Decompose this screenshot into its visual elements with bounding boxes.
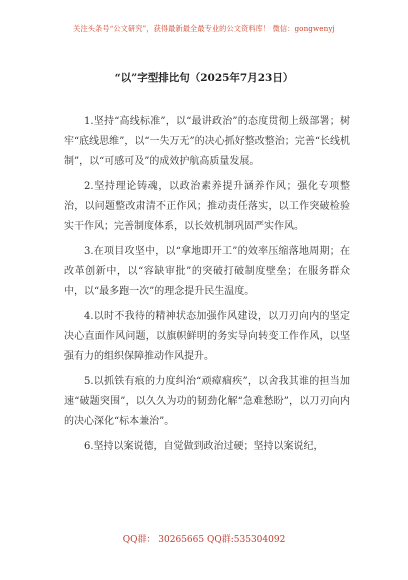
paragraph-5: 5.以抓铁有痕的力度纠治“顽瘴痼疾”，以舍我其谁的担当加速“破题突围”，以久久为功的韧劲化解“急难愁盼”，以刀刃向内的决心深化“标本兼治”。 — [64, 376, 350, 427]
header-promo-note: 关注头条号“公文研究”，获得最新最全最专业的公文资料库！ 微信：gongwenyj — [73, 24, 335, 33]
page-title: “以”字型排比句（2025年7月23日） — [114, 72, 294, 84]
paragraph-6: 6.坚持以案说德，自觉做到政治过硬；坚持以案说纪， — [84, 441, 324, 452]
footer-qq-groups: QQ群： 30265665 QQ群:535304092 — [122, 535, 286, 545]
paragraph-1: 1.坚持“高线标准”，以“最讲政治”的态度贯彻上级部署；树牢“底线思维”，以“一失万无”的决心抓好整改整治；完善“长线机制”，以“可感可及”的成效护航高质量发展。 — [64, 116, 350, 167]
paragraph-3: 3.在项目攻坚中，以“拿地即开工”的效率压缩落地周期；在改革创新中，以“容缺审批”的突破打破制度壁垒；在服务群众中，以“最多跑一次”的理念提升民生温度。 — [64, 246, 350, 297]
paragraph-2: 2.坚持理论铸魂，以政治素养提升涵养作风；强化专项整治，以问题整改肃清不正作风；推动责任落实，以工作突破检验实干作风；完善制度体系，以长效机制巩固严实作风。 — [64, 181, 350, 232]
document-body — [64, 112, 350, 462]
paragraph-4: 4.以时不我待的精神状态加强作风建设，以刀刃向内的坚定决心直面作风问题，以旗帜鲜明的务实导向转变工作作风，以坚强有力的组织保障推动作风提升。 — [64, 311, 350, 362]
